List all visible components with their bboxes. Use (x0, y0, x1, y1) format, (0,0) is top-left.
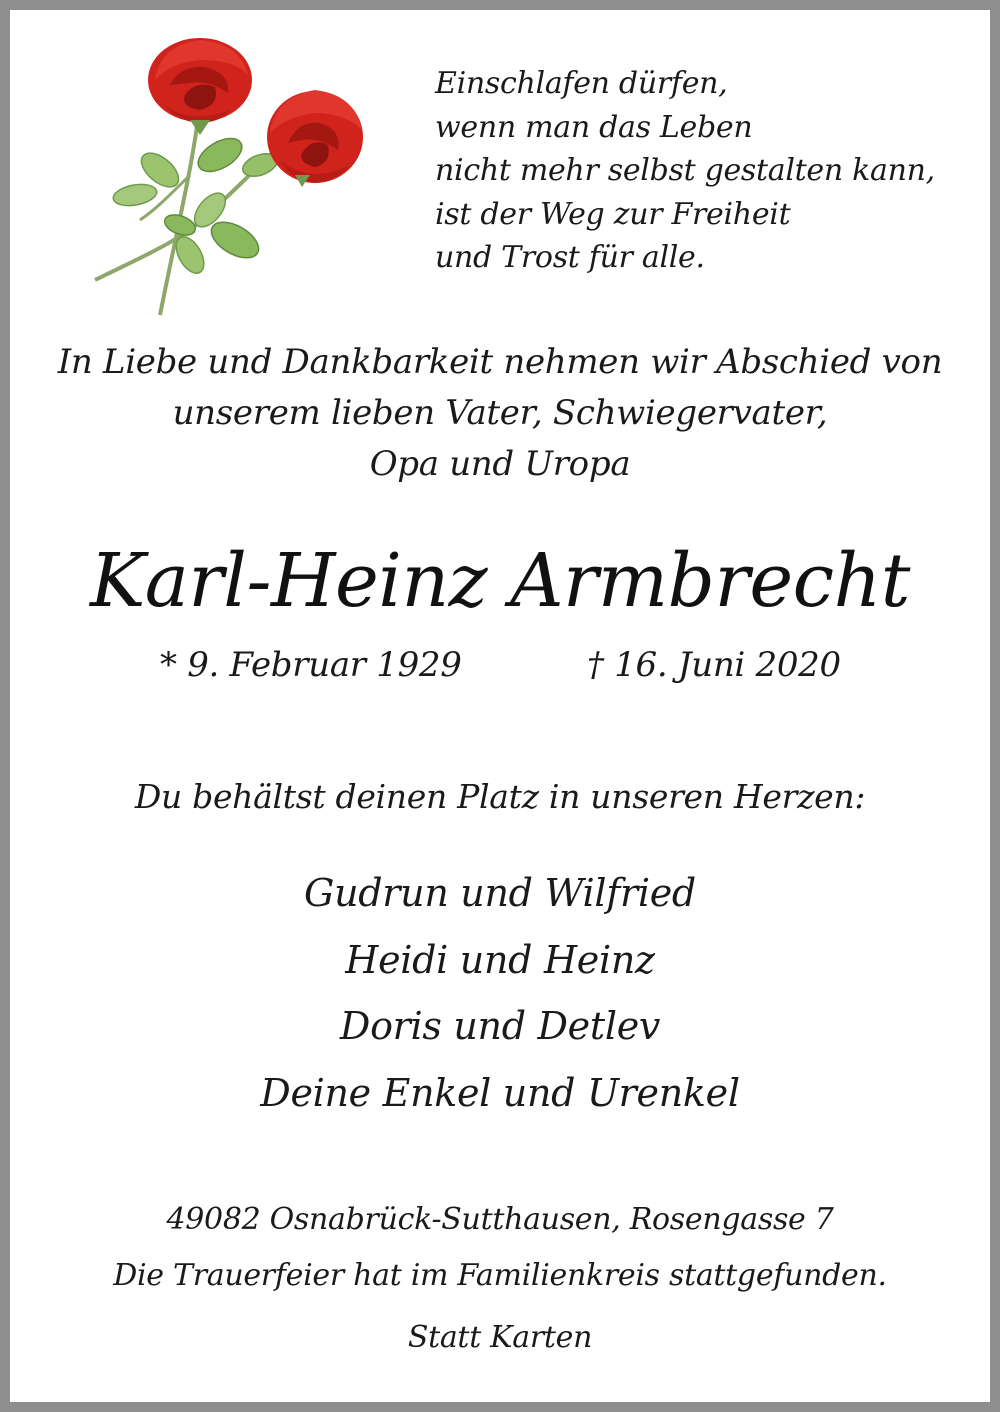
death-date: † 16. Juni 2020 (587, 645, 841, 685)
obituary-card (10, 10, 990, 1402)
poem (435, 62, 975, 280)
poem-line: ist der Weg zur Freiheit (435, 196, 791, 232)
intro-line: In Liebe und Dankbarkeit nehmen wir Abschied von (57, 342, 943, 382)
poem-line: Einschlafen dürfen, (435, 66, 728, 101)
poem-line: nicht mehr selbst gestalten kann, (435, 153, 935, 188)
intro-line: Opa und Uropa (369, 444, 631, 484)
poem-line: wenn man das Leben (435, 109, 753, 145)
mourners-list (10, 860, 990, 1126)
footer (10, 1192, 990, 1366)
mourner-entry: Heidi und Heinz (345, 937, 655, 982)
intro-text (10, 337, 990, 490)
mourner-entry: Gudrun und Wilfried (304, 871, 696, 915)
quote-text: Du behältst deinen Platz in unseren Herzen: (134, 777, 866, 816)
statt-karten-note: Statt Karten (407, 1320, 593, 1355)
birth-date: * 9. Februar 1929 (160, 645, 462, 685)
deceased-name: Karl-Heinz Armbrecht (90, 538, 910, 624)
ceremony-note: Die Trauerfeier hat im Familienkreis stattgefunden. (113, 1258, 887, 1293)
mourner-entry: Doris und Detlev (339, 1004, 661, 1048)
two-red-roses-icon (70, 25, 390, 325)
intro-line: unserem lieben Vater, Schwiegervater, (172, 393, 828, 433)
poem-line: und Trost für alle. (435, 240, 705, 275)
address: 49082 Osnabrück-Sutthausen, Rosengasse 7 (166, 1202, 834, 1237)
mourner-entry: Deine Enkel und Urenkel (260, 1070, 740, 1115)
